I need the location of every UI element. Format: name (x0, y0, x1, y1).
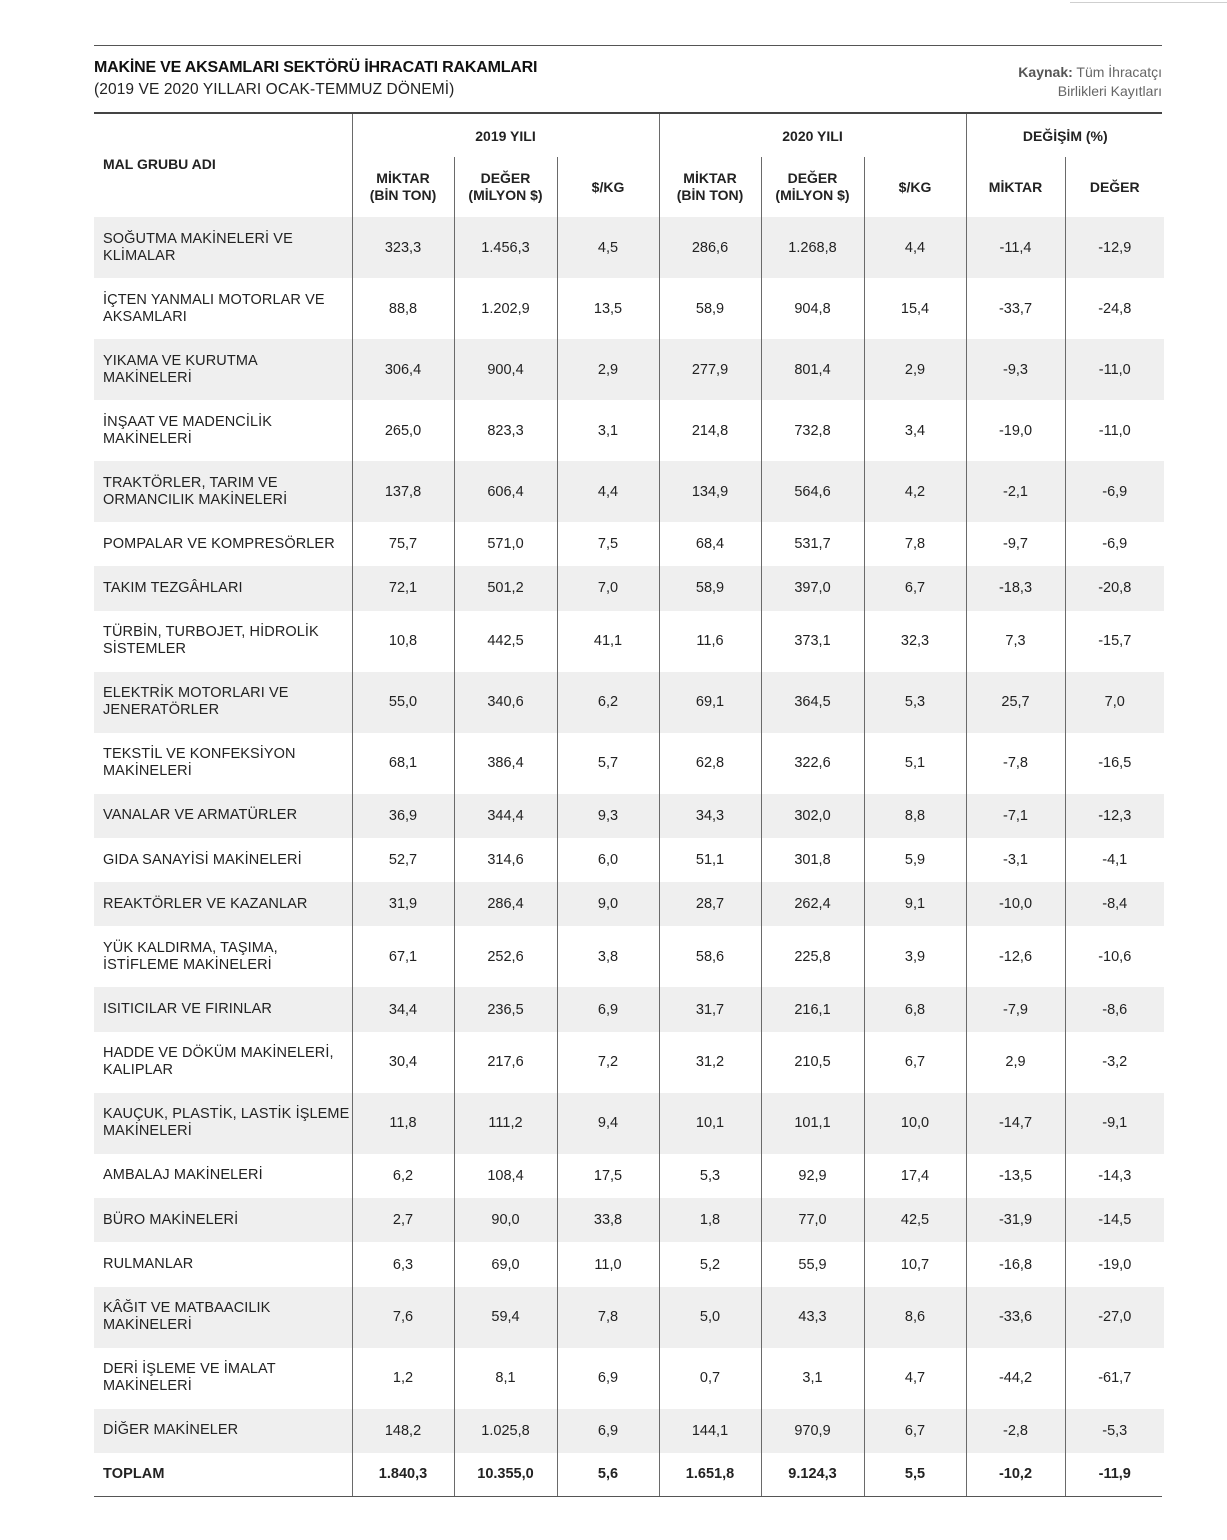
cell-d20: 55,9 (761, 1242, 864, 1286)
total-m20: 1.651,8 (659, 1453, 761, 1496)
cell-m20: 58,9 (659, 566, 761, 610)
cell-m20: 11,6 (659, 611, 761, 672)
cell-m19: 11,8 (352, 1093, 454, 1154)
source-line1: Tüm İhracatçı (1076, 64, 1162, 80)
cell-cd: -14,5 (1065, 1198, 1164, 1242)
change-deger-header: DEĞER (1065, 157, 1164, 217)
cell-k20: 5,1 (864, 733, 966, 794)
cell-m20: 28,7 (659, 882, 761, 926)
cell-cd: -8,6 (1065, 987, 1164, 1031)
cell-k20: 8,6 (864, 1287, 966, 1348)
cell-cm: -16,8 (966, 1242, 1065, 1286)
cell-m19: 88,8 (352, 278, 454, 339)
mal-grubu-cell: TEKSTİL VE KONFEKSİYON MAKİNELERİ (103, 746, 296, 780)
cell-k19: 4,4 (557, 461, 659, 522)
cell-cm: -19,0 (966, 400, 1065, 461)
cell-k20: 42,5 (864, 1198, 966, 1242)
cell-cd: -6,9 (1065, 522, 1164, 566)
mal-grubu-cell: İÇTEN YANMALI MOTORLAR VE AKSAMLARI (103, 291, 325, 325)
cell-d20: 92,9 (761, 1154, 864, 1198)
cell-d19: 386,4 (454, 733, 557, 794)
cell-d20: 564,6 (761, 461, 864, 522)
cell-k20: 4,2 (864, 461, 966, 522)
cell-m19: 137,8 (352, 461, 454, 522)
cell-cd: 7,0 (1065, 672, 1164, 733)
table-row (94, 1242, 1164, 1286)
mal-grubu-cell: RULMANLAR (103, 1256, 194, 1273)
cell-m20: 69,1 (659, 672, 761, 733)
cell-k19: 3,1 (557, 400, 659, 461)
cell-m19: 2,7 (352, 1198, 454, 1242)
cell-m20: 1,8 (659, 1198, 761, 1242)
cell-m20: 51,1 (659, 838, 761, 882)
cell-m20: 31,7 (659, 987, 761, 1031)
total-cm: -10,2 (966, 1453, 1065, 1496)
cell-d19: 90,0 (454, 1198, 557, 1242)
cell-cm: -33,6 (966, 1287, 1065, 1348)
total-row (94, 1453, 1164, 1496)
cell-k20: 4,7 (864, 1348, 966, 1409)
cell-d20: 970,9 (761, 1409, 864, 1453)
cell-d19: 501,2 (454, 566, 557, 610)
cell-cm: 25,7 (966, 672, 1065, 733)
mal-grubu-cell: DİĞER MAKİNELER (94, 1409, 352, 1453)
table-row (94, 882, 1164, 926)
bottom-rule (94, 1496, 1162, 1497)
cell-d19: 1.025,8 (454, 1409, 557, 1453)
cell-m19: 55,0 (352, 672, 454, 733)
table-row (94, 987, 1164, 1031)
total-d20: 9.124,3 (761, 1453, 864, 1496)
cell-d20: 210,5 (761, 1032, 864, 1093)
cell-cm: 2,9 (966, 1032, 1065, 1093)
cell-cm: -14,7 (966, 1093, 1065, 1154)
cell-d20: 101,1 (761, 1093, 864, 1154)
cell-m20: 286,6 (659, 217, 761, 278)
cell-cd: -4,1 (1065, 838, 1164, 882)
cell-m20: 144,1 (659, 1409, 761, 1453)
cell-k19: 6,9 (557, 1348, 659, 1409)
cell-k19: 41,1 (557, 611, 659, 672)
cell-k20: 3,4 (864, 400, 966, 461)
table-row (94, 794, 1164, 838)
cell-k19: 7,5 (557, 522, 659, 566)
cell-d19: 1.202,9 (454, 278, 557, 339)
mal-grubu-cell: GIDA SANAYİSİ MAKİNELERİ (103, 851, 302, 868)
cell-d19: 286,4 (454, 882, 557, 926)
cell-m19: 10,8 (352, 611, 454, 672)
mal-grubu-cell: REAKTÖRLER VE KAZANLAR (94, 882, 352, 926)
table-row (94, 1348, 1164, 1409)
cell-m20: 5,2 (659, 1242, 761, 1286)
cell-k20: 32,3 (864, 611, 966, 672)
cell-d20: 262,4 (761, 882, 864, 926)
cell-cm: -33,7 (966, 278, 1065, 339)
total-cd: -11,9 (1065, 1453, 1164, 1496)
cell-m20: 58,9 (659, 278, 761, 339)
figure-title: MAKİNE VE AKSAMLARI SEKTÖRÜ İHRACATI RAKAMLARI (94, 59, 538, 76)
table-row (94, 278, 1164, 339)
cell-d20: 322,6 (761, 733, 864, 794)
cell-k19: 7,8 (557, 1287, 659, 1348)
total-m19: 1.840,3 (352, 1453, 454, 1496)
table-row (94, 1287, 1164, 1348)
cell-d20: 801,4 (761, 339, 864, 400)
cell-k19: 7,2 (557, 1032, 659, 1093)
figure-subtitle: (2019 VE 2020 YILLARI OCAK-TEMMUZ DÖNEMİ) (94, 81, 455, 98)
miktar-2020-header: MİKTAR (BİN TON) (659, 157, 761, 217)
mal-grubu-cell: SOĞUTMA MAKİNELERİ VE KLİMALAR (94, 217, 352, 278)
cell-m20: 277,9 (659, 339, 761, 400)
cell-k20: 6,8 (864, 987, 966, 1031)
cell-cm: 7,3 (966, 611, 1065, 672)
cell-m19: 36,9 (352, 794, 454, 838)
top-decorative-line (1070, 2, 1227, 3)
cell-d20: 904,8 (761, 278, 864, 339)
mal-grubu-cell: TÜRBİN, TURBOJET, HİDROLİK SİSTEMLER (103, 624, 319, 658)
cell-cm: -9,7 (966, 522, 1065, 566)
cell-d19: 1.456,3 (454, 217, 557, 278)
cell-cm: -44,2 (966, 1348, 1065, 1409)
cell-k19: 7,0 (557, 566, 659, 610)
cell-m19: 72,1 (352, 566, 454, 610)
cell-m20: 10,1 (659, 1093, 761, 1154)
mal-grubu-cell: DERİ İŞLEME VE İMALAT MAKİNELERİ (103, 1361, 276, 1395)
mal-grubu-cell: YIKAMA VE KURUTMA MAKİNELERİ (94, 339, 352, 400)
cell-m20: 134,9 (659, 461, 761, 522)
cell-m19: 52,7 (352, 838, 454, 882)
deger-2020-header: DEĞER (MİLYON $) (761, 157, 864, 217)
cell-k19: 9,3 (557, 794, 659, 838)
cell-cd: -24,8 (1065, 278, 1164, 339)
table-row (94, 339, 1164, 400)
cell-k20: 4,4 (864, 217, 966, 278)
cell-m20: 31,2 (659, 1032, 761, 1093)
cell-k19: 3,8 (557, 926, 659, 987)
table-row (94, 461, 1164, 522)
year-2019-header: 2019 YILI (352, 114, 659, 157)
cell-m19: 34,4 (352, 987, 454, 1031)
table-row (94, 1154, 1164, 1198)
cell-cm: -7,8 (966, 733, 1065, 794)
cell-k19: 4,5 (557, 217, 659, 278)
cell-m19: 265,0 (352, 400, 454, 461)
total-d19: 10.355,0 (454, 1453, 557, 1496)
cell-cd: -20,8 (1065, 566, 1164, 610)
cell-d20: 397,0 (761, 566, 864, 610)
table-row (94, 566, 1164, 610)
cell-m19: 6,3 (352, 1242, 454, 1286)
cell-d19: 900,4 (454, 339, 557, 400)
mal-grubu-cell: BÜRO MAKİNELERİ (94, 1198, 352, 1242)
cell-m19: 1,2 (352, 1348, 454, 1409)
cell-cd: -12,3 (1065, 794, 1164, 838)
mal-grubu-cell: YÜK KALDIRMA, TAŞIMA, İSTİFLEME MAKİNELERİ (103, 939, 278, 973)
cell-k20: 15,4 (864, 278, 966, 339)
miktar-2019-header: MİKTAR (BİN TON) (352, 157, 454, 217)
export-table (94, 114, 1164, 1496)
cell-m19: 148,2 (352, 1409, 454, 1453)
cell-d19: 571,0 (454, 522, 557, 566)
cell-m19: 75,7 (352, 522, 454, 566)
cell-m20: 34,3 (659, 794, 761, 838)
cell-cd: -6,9 (1065, 461, 1164, 522)
table-row (94, 522, 1164, 566)
cell-cm: -31,9 (966, 1198, 1065, 1242)
cell-d19: 8,1 (454, 1348, 557, 1409)
cell-k19: 9,4 (557, 1093, 659, 1154)
cell-k20: 5,9 (864, 838, 966, 882)
total-k19: 5,6 (557, 1453, 659, 1496)
cell-m19: 6,2 (352, 1154, 454, 1198)
cell-d20: 373,1 (761, 611, 864, 672)
mal-grubu-cell: AMBALAJ MAKİNELERİ (103, 1167, 263, 1184)
cell-m20: 62,8 (659, 733, 761, 794)
cell-k20: 6,7 (864, 1409, 966, 1453)
change-header: DEĞİŞİM (%) (966, 114, 1164, 157)
cell-m19: 323,3 (352, 217, 454, 278)
cell-d20: 364,5 (761, 672, 864, 733)
source-note (1018, 63, 1162, 101)
cell-m19: 68,1 (352, 733, 454, 794)
cell-k20: 3,9 (864, 926, 966, 987)
cell-k20: 6,7 (864, 566, 966, 610)
cell-k19: 6,2 (557, 672, 659, 733)
cell-d19: 59,4 (454, 1287, 557, 1348)
cell-m20: 5,3 (659, 1154, 761, 1198)
mal-grubu-cell: VANALAR VE ARMATÜRLER (94, 794, 352, 838)
cell-cm: -9,3 (966, 339, 1065, 400)
cell-m20: 0,7 (659, 1348, 761, 1409)
cell-d19: 344,4 (454, 794, 557, 838)
cell-cd: -3,2 (1065, 1032, 1164, 1093)
cell-k19: 2,9 (557, 339, 659, 400)
cell-d20: 216,1 (761, 987, 864, 1031)
mal-grubu-cell: KÂĞIT VE MATBAACILIK MAKİNELERİ (94, 1287, 352, 1348)
cell-d19: 217,6 (454, 1032, 557, 1093)
table-row (94, 1409, 1164, 1453)
perkg-2019-header: $/KG (557, 157, 659, 217)
cell-k20: 5,3 (864, 672, 966, 733)
deger-2019-header: DEĞER (MİLYON $) (454, 157, 557, 217)
cell-d19: 236,5 (454, 987, 557, 1031)
cell-k20: 17,4 (864, 1154, 966, 1198)
cell-cd: -12,9 (1065, 217, 1164, 278)
cell-d19: 69,0 (454, 1242, 557, 1286)
cell-m20: 5,0 (659, 1287, 761, 1348)
cell-cm: -3,1 (966, 838, 1065, 882)
cell-k20: 9,1 (864, 882, 966, 926)
total-label: TOPLAM (103, 1465, 165, 1482)
cell-k20: 10,7 (864, 1242, 966, 1286)
cell-cd: -16,5 (1065, 733, 1164, 794)
cell-cm: -18,3 (966, 566, 1065, 610)
cell-m19: 67,1 (352, 926, 454, 987)
cell-d20: 43,3 (761, 1287, 864, 1348)
cell-cm: -7,9 (966, 987, 1065, 1031)
cell-d19: 340,6 (454, 672, 557, 733)
cell-cm: -7,1 (966, 794, 1065, 838)
cell-d20: 225,8 (761, 926, 864, 987)
table-row (94, 400, 1164, 461)
mal-grubu-cell: KAUÇUK, PLASTİK, LASTİK İŞLEME MAKİNELERİ (94, 1093, 352, 1154)
cell-cm: -11,4 (966, 217, 1065, 278)
mal-grubu-cell: ISITICILAR VE FIRINLAR (94, 987, 352, 1031)
cell-k19: 9,0 (557, 882, 659, 926)
cell-m19: 31,9 (352, 882, 454, 926)
cell-cm: -12,6 (966, 926, 1065, 987)
cell-k20: 10,0 (864, 1093, 966, 1154)
cell-cd: -10,6 (1065, 926, 1164, 987)
table-row (94, 611, 1164, 672)
cell-k19: 11,0 (557, 1242, 659, 1286)
figure-header (94, 46, 1162, 112)
cell-m20: 214,8 (659, 400, 761, 461)
cell-cd: -5,3 (1065, 1409, 1164, 1453)
cell-d20: 531,7 (761, 522, 864, 566)
table-body (94, 217, 1164, 1496)
table-row (94, 1093, 1164, 1154)
mal-grubu-header: MAL GRUBU ADI (103, 156, 216, 172)
mal-grubu-cell: TAKIM TEZGÂHLARI (94, 566, 352, 610)
cell-m19: 30,4 (352, 1032, 454, 1093)
cell-d19: 111,2 (454, 1093, 557, 1154)
source-line2: Birlikleri Kayıtları (1057, 83, 1162, 99)
table-row (94, 733, 1164, 794)
cell-k19: 6,9 (557, 987, 659, 1031)
table-row (94, 672, 1164, 733)
table-row (94, 1032, 1164, 1093)
cell-d20: 1.268,8 (761, 217, 864, 278)
cell-d20: 77,0 (761, 1198, 864, 1242)
cell-d19: 108,4 (454, 1154, 557, 1198)
cell-k19: 13,5 (557, 278, 659, 339)
cell-m19: 7,6 (352, 1287, 454, 1348)
mal-grubu-cell: POMPALAR VE KOMPRESÖRLER (103, 535, 335, 552)
mal-grubu-cell: HADDE VE DÖKÜM MAKİNELERİ, KALIPLAR (103, 1045, 334, 1079)
cell-cd: -11,0 (1065, 339, 1164, 400)
table-row (94, 217, 1164, 278)
table-row (94, 838, 1164, 882)
cell-m20: 68,4 (659, 522, 761, 566)
perkg-2020-header: $/KG (864, 157, 966, 217)
cell-cd: -19,0 (1065, 1242, 1164, 1286)
mal-grubu-cell: ELEKTRİK MOTORLARI VE JENERATÖRLER (94, 672, 352, 733)
cell-d20: 3,1 (761, 1348, 864, 1409)
cell-d19: 314,6 (454, 838, 557, 882)
cell-cm: -10,0 (966, 882, 1065, 926)
cell-cm: -2,8 (966, 1409, 1065, 1453)
cell-cd: -8,4 (1065, 882, 1164, 926)
header-row-years (94, 114, 1164, 157)
cell-cd: -9,1 (1065, 1093, 1164, 1154)
cell-k19: 33,8 (557, 1198, 659, 1242)
cell-k19: 5,7 (557, 733, 659, 794)
cell-k19: 6,9 (557, 1409, 659, 1453)
cell-cd: -14,3 (1065, 1154, 1164, 1198)
cell-m19: 306,4 (352, 339, 454, 400)
cell-m20: 58,6 (659, 926, 761, 987)
cell-k19: 6,0 (557, 838, 659, 882)
mal-grubu-cell: TRAKTÖRLER, TARIM VE ORMANCILIK MAKİNELERİ (94, 461, 352, 522)
cell-cm: -2,1 (966, 461, 1065, 522)
cell-d20: 302,0 (761, 794, 864, 838)
cell-d19: 606,4 (454, 461, 557, 522)
table-row (94, 926, 1164, 987)
cell-k20: 6,7 (864, 1032, 966, 1093)
year-2020-header: 2020 YILI (659, 114, 966, 157)
change-miktar-header: MİKTAR (966, 157, 1065, 217)
mal-grubu-cell: İNŞAAT VE MADENCİLİK MAKİNELERİ (103, 413, 273, 447)
cell-cd: -61,7 (1065, 1348, 1164, 1409)
cell-d19: 252,6 (454, 926, 557, 987)
cell-k20: 2,9 (864, 339, 966, 400)
total-k20: 5,5 (864, 1453, 966, 1496)
cell-d19: 823,3 (454, 400, 557, 461)
cell-k20: 7,8 (864, 522, 966, 566)
export-table-figure (94, 45, 1162, 1497)
table-row (94, 1198, 1164, 1242)
cell-d20: 301,8 (761, 838, 864, 882)
cell-k19: 17,5 (557, 1154, 659, 1198)
cell-cd: -27,0 (1065, 1287, 1164, 1348)
cell-d20: 732,8 (761, 400, 864, 461)
cell-d19: 442,5 (454, 611, 557, 672)
cell-k20: 8,8 (864, 794, 966, 838)
cell-cd: -11,0 (1065, 400, 1164, 461)
cell-cm: -13,5 (966, 1154, 1065, 1198)
cell-cd: -15,7 (1065, 611, 1164, 672)
source-label: Kaynak: (1018, 64, 1073, 80)
